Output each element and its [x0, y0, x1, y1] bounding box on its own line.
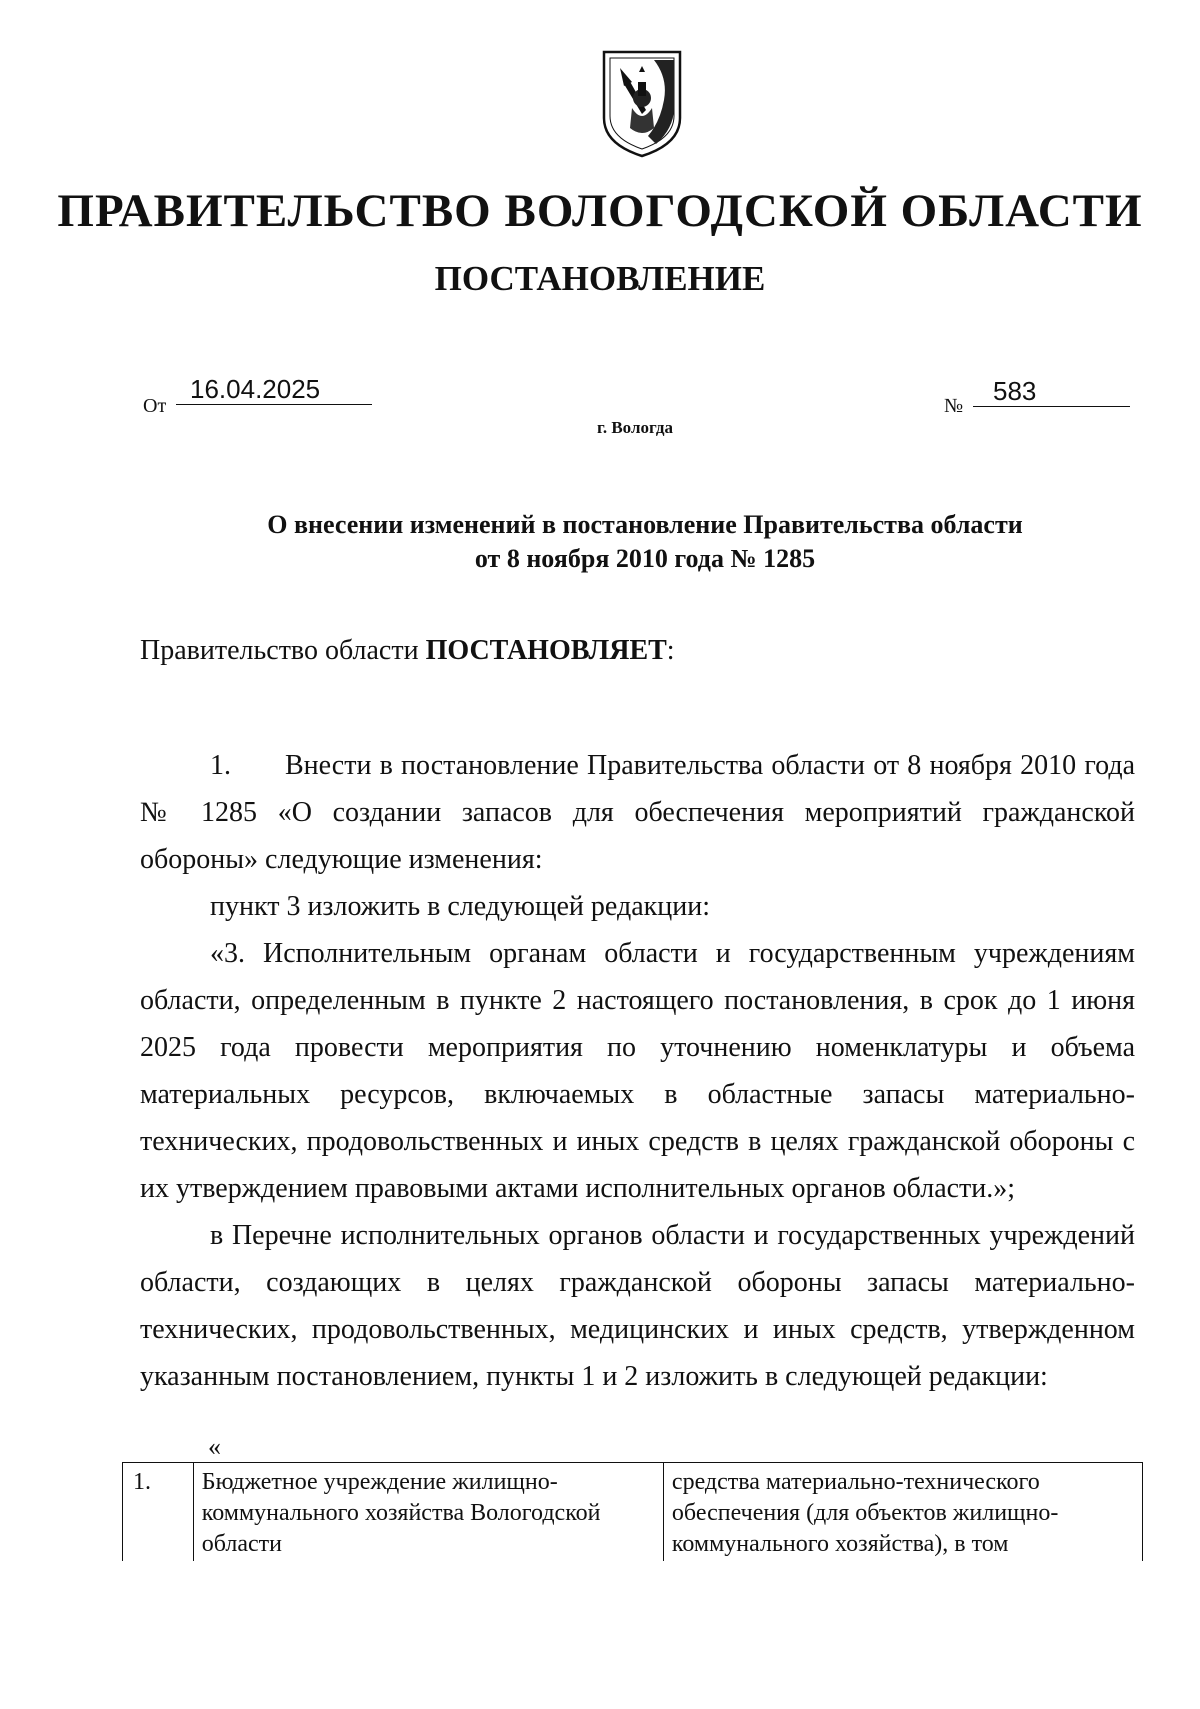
- table-cell-number: 1.: [123, 1463, 194, 1562]
- coat-of-arms-emblem: [598, 48, 686, 160]
- paragraph-3: «3. Исполнительным органам области и государственным учреждениям области, определенным в пункте 2 настоящего постановления, в срок до 1 июня 2025 года провести мероприятия по уточнению номенклатуры и объема материальных ресурсов, включаемых в областные запасы материально-технических, продовольственных и иных средств в целях гражданской обороны с их утверждением правовыми актами исполнительных органов области.»;: [140, 938, 1135, 1204]
- paragraph-4: в Перечне исполнительных органов области и государственных учреждений области, создающих в целях гражданской обороны запасы материально-технических, продовольственных, медицинских и иных средств, утвержденном указанным постановлением, пункты 1 и 2 изложить в следующей редакции:: [140, 1220, 1135, 1392]
- number-prefix: №: [944, 395, 964, 417]
- amendment-table: [122, 1462, 1143, 1561]
- document-date: 16.04.2025: [176, 374, 372, 405]
- subject-line-1: О внесении изменений в постановление Правительства области: [267, 510, 1023, 539]
- document-type: ПОСТАНОВЛЕНИЕ: [434, 259, 766, 298]
- table-cell-resources: средства материально-технического обеспечения (для объектов жилищно-коммунального хозяйства), в том: [663, 1463, 1142, 1562]
- table-cell-organization: Бюджетное учреждение жилищно-коммунального хозяйства Вологодской области: [193, 1463, 663, 1562]
- date-prefix: От: [143, 395, 167, 417]
- table-row: [123, 1463, 1143, 1562]
- government-title: ПРАВИТЕЛЬСТВО ВОЛОГОДСКОЙ ОБЛАСТИ: [57, 185, 1143, 237]
- quote-open-mark: «: [208, 1432, 221, 1461]
- subject-line-2: от 8 ноября 2010 года № 1285: [474, 544, 816, 573]
- paragraph-number: 1.: [210, 750, 231, 781]
- decree-statement: [140, 633, 675, 669]
- document-body: [140, 742, 1135, 1400]
- paragraph-2: пункт 3 изложить в следующей редакции:: [210, 891, 710, 922]
- city-name: г. Вологда: [597, 418, 673, 437]
- paragraph-1: [140, 742, 1135, 883]
- decree-verb: ПОСТАНОВЛЯЕТ: [425, 635, 667, 666]
- document-number: 583: [973, 376, 1130, 407]
- document-subject: [150, 508, 1140, 576]
- decree-lead: Правительство области: [140, 635, 426, 666]
- decree-colon: :: [666, 635, 675, 666]
- paragraph-1-text: Внести в постановление Правительства области от 8 ноября 2010 года № 1285 «О создании запасов для обеспечения мероприятий гражданской обороны» следующие изменения:: [140, 750, 1135, 875]
